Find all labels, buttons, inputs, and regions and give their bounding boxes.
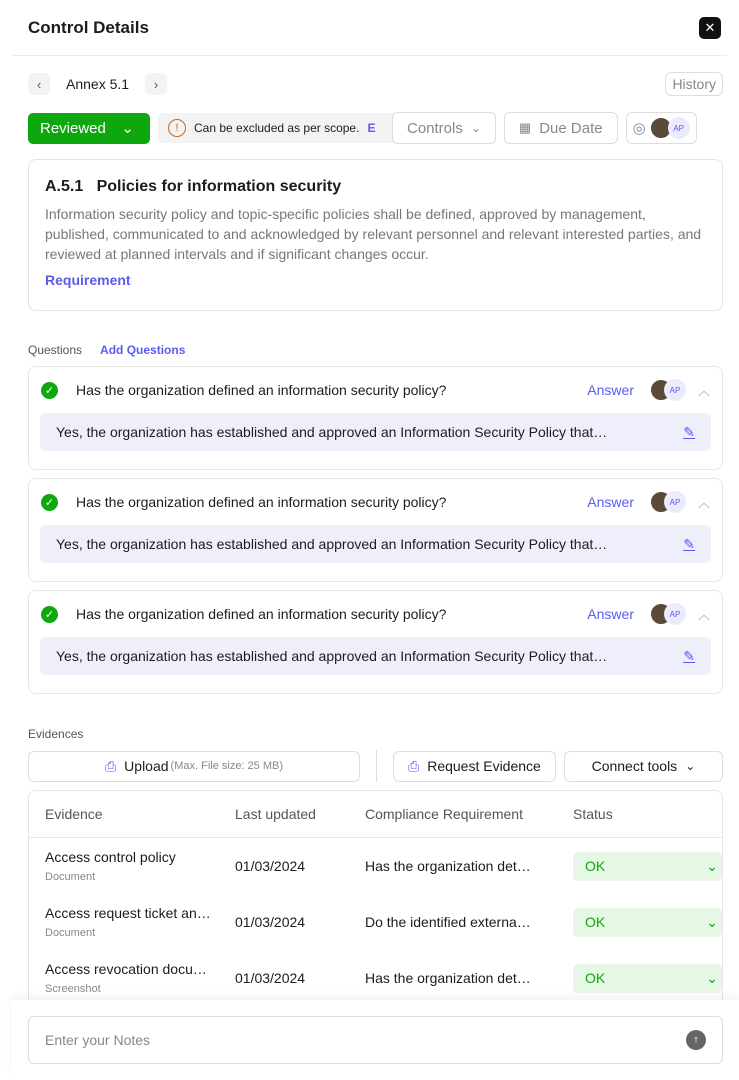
request-evidence-button[interactable]	[393, 751, 556, 782]
add-questions-link[interactable]: Add Questions	[100, 343, 186, 357]
chevron-down-icon: ⌄	[470, 121, 481, 135]
answer-button[interactable]: Answer	[587, 382, 634, 398]
status-badge: OK	[585, 858, 606, 874]
chevron-down-icon: ⌄	[706, 857, 718, 874]
control-title: Policies for information security	[96, 178, 342, 195]
controls-dropdown[interactable]	[392, 112, 496, 144]
questions-label: Questions	[28, 343, 83, 357]
notes-footer	[12, 1000, 739, 1080]
control-id: A.5.1	[45, 178, 84, 195]
compliance-requirement: Has the organization det…	[365, 970, 531, 986]
edit-icon[interactable]: ✎	[683, 423, 695, 440]
close-icon[interactable]: ✕	[699, 17, 721, 39]
history-button[interactable]: History	[665, 72, 723, 96]
divider	[376, 750, 377, 782]
notice-text: Can be excluded as per scope.	[194, 121, 360, 135]
chevron-down-icon: ⌄	[706, 969, 718, 986]
avatar-initials: AP	[664, 379, 686, 401]
table-row[interactable]	[29, 950, 722, 1006]
evidences-label: Evidences	[28, 727, 84, 741]
compliance-requirement: Do the identified externa…	[365, 914, 531, 930]
control-heading	[45, 178, 706, 196]
answer-text: Yes, the organization has established and approved an Information Security Policy that…	[56, 424, 608, 440]
question-text: Has the organization defined an information security policy?	[76, 494, 447, 510]
avatar-initials: AP	[664, 603, 686, 625]
avatar-initials: AP	[664, 491, 686, 513]
column-header: Evidence	[45, 806, 103, 822]
chevron-down-icon: ⌄	[685, 759, 696, 773]
status-badge: OK	[585, 914, 606, 930]
question-card	[28, 478, 723, 582]
header	[12, 0, 727, 56]
scope-notice	[158, 113, 408, 143]
assignees-button[interactable]	[626, 112, 697, 144]
status-dropdown[interactable]	[573, 852, 722, 881]
table-row[interactable]	[29, 838, 722, 894]
answer-text: Yes, the organization has established and approved an Information Security Policy that…	[56, 648, 608, 664]
notes-placeholder: Enter your Notes	[45, 1032, 151, 1048]
question-card	[28, 590, 723, 694]
status-badge: OK	[585, 970, 606, 986]
chevron-up-icon[interactable]: ︿	[697, 495, 710, 510]
notice-link[interactable]: E	[367, 121, 376, 135]
last-updated: 01/03/2024	[235, 970, 306, 986]
request-label: Request Evidence	[427, 758, 541, 774]
check-icon: ✓	[41, 494, 58, 511]
notes-input[interactable]	[28, 1016, 723, 1064]
table-header	[29, 791, 722, 838]
status-dropdown[interactable]	[573, 908, 722, 937]
due-date-button[interactable]	[504, 112, 618, 144]
table-row[interactable]	[29, 894, 722, 950]
last-updated: 01/03/2024	[235, 914, 306, 930]
requirement-link[interactable]: Requirement	[45, 272, 131, 288]
edit-icon[interactable]: ✎	[683, 535, 695, 552]
warning-icon: !	[168, 119, 186, 137]
check-icon: ✓	[41, 606, 58, 623]
calendar-icon: ▦	[518, 120, 532, 135]
evidence-type: Screenshot	[45, 983, 101, 995]
toolbar	[28, 112, 723, 144]
connect-label: Connect tools	[591, 758, 678, 774]
question-text: Has the organization defined an information security policy?	[76, 606, 447, 622]
answer-button[interactable]: Answer	[587, 606, 634, 622]
evidence-toolbar	[28, 750, 723, 782]
file-upload-icon: ⎙	[104, 757, 117, 774]
answer-text: Yes, the organization has established and approved an Information Security Policy that…	[56, 536, 608, 552]
evidence-name[interactable]: Access control policy	[45, 849, 176, 865]
column-header: Status	[573, 806, 613, 822]
question-card	[28, 366, 723, 470]
check-icon: ✓	[41, 382, 58, 399]
upload-hint: (Max. File size: 25 MB)	[170, 760, 284, 772]
column-header: Last updated	[235, 806, 316, 822]
annex-label: Annex 5.1	[66, 76, 130, 92]
chevron-down-icon: ⌄	[121, 120, 134, 137]
next-button[interactable]: ›	[145, 73, 167, 95]
control-description: Information security policy and topic-specific policies shall be defined, approved by management, published, communicated to and acknowledged by relevant personnel and relevant interested parties, and reviewed at planned intervals and if significant changes occur.	[45, 206, 702, 262]
add-user-icon: ◎	[632, 120, 646, 137]
answer-button[interactable]: Answer	[587, 494, 634, 510]
annex-nav	[28, 72, 723, 96]
chevron-up-icon[interactable]: ︿	[697, 383, 710, 398]
evidence-type: Document	[45, 871, 96, 883]
avatar-initials: AP	[668, 117, 690, 139]
question-text: Has the organization defined an information security policy?	[76, 382, 447, 398]
evidence-table	[28, 790, 723, 1010]
edit-icon[interactable]: ✎	[683, 647, 695, 664]
compliance-requirement: Has the organization det…	[365, 858, 531, 874]
evidence-name[interactable]: Access request ticket an…	[45, 905, 211, 921]
connect-tools-dropdown[interactable]	[564, 751, 723, 782]
evidence-type: Document	[45, 927, 96, 939]
due-date-label: Due Date	[539, 119, 603, 137]
upload-label: Upload	[124, 758, 169, 774]
page-title: Control Details	[28, 17, 149, 37]
questions-header	[28, 343, 185, 357]
send-icon[interactable]: ↑	[686, 1030, 706, 1050]
status-dropdown[interactable]	[573, 964, 722, 993]
last-updated: 01/03/2024	[235, 858, 306, 874]
evidence-name[interactable]: Access revocation docu…	[45, 961, 207, 977]
column-header: Compliance Requirement	[365, 806, 523, 822]
chevron-up-icon[interactable]: ︿	[697, 607, 710, 622]
status-dropdown[interactable]	[28, 113, 150, 144]
control-card	[28, 159, 723, 311]
status-label: Reviewed	[40, 119, 106, 137]
chevron-down-icon: ⌄	[706, 913, 718, 930]
upload-button[interactable]	[28, 751, 360, 782]
prev-button[interactable]: ‹	[28, 73, 50, 95]
file-request-icon: ⎙	[408, 757, 420, 774]
controls-label: Controls	[407, 119, 463, 137]
